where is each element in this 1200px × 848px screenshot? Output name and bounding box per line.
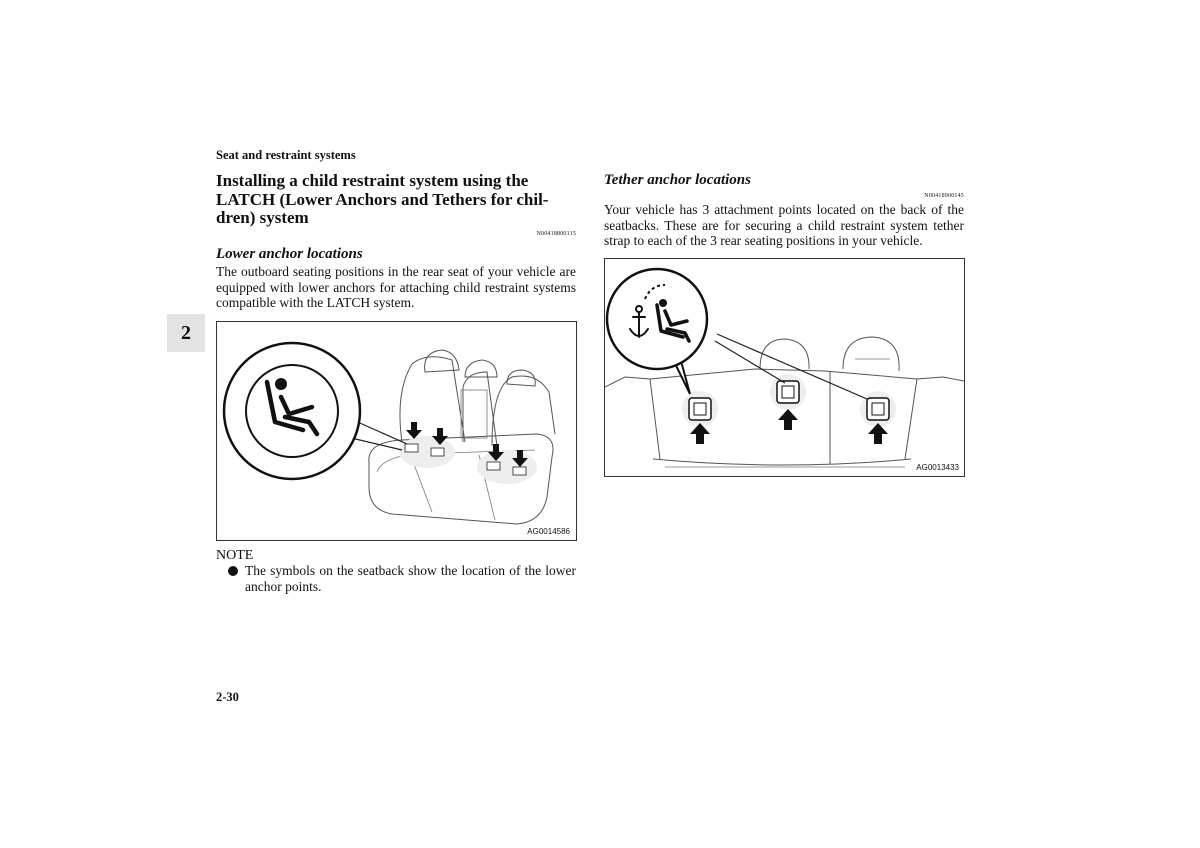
bullet-icon — [228, 566, 238, 576]
note-item — [228, 563, 576, 594]
lower-anchor-paragraph: The outboard seating positions in the rear seat of your vehicle are equipped with lower anchors for attaching child restraint systems compatible with the LATCH system. — [216, 264, 576, 310]
tether-anchor-paragraph: Your vehicle has 3 attachment points located on the back of the seatbacks. These are for securing a child restraint system tether strap to each of the 3 rear seating positions in your vehicle. — [604, 202, 964, 248]
rear-seat-lower-anchor-illustration — [217, 322, 576, 540]
page-number: 2-30 — [216, 690, 239, 704]
tether-code: N00418900145 — [924, 193, 964, 199]
seatback-tether-anchor-illustration — [605, 259, 964, 476]
section-title: Seat and restraint systems — [216, 148, 356, 162]
section-heading: Installing a child restraint system using the LATCH (Lower Anchors and Tethers for chil-dren) system — [216, 171, 549, 227]
figure-id: AG0014586 — [527, 527, 570, 536]
note-label: NOTE — [216, 548, 254, 563]
chapter-tab: 2 — [167, 314, 205, 352]
tether-anchor-subheading: Tether anchor locations — [604, 172, 751, 188]
tether-anchor-figure — [604, 258, 965, 477]
note-text: The symbols on the seatback show the location of the lower anchor points. — [245, 563, 576, 594]
lower-anchor-subheading: Lower anchor locations — [216, 246, 363, 262]
heading-code: N00418800115 — [536, 231, 576, 237]
figure-id: AG0013433 — [916, 463, 959, 472]
lower-anchor-figure — [216, 321, 577, 541]
